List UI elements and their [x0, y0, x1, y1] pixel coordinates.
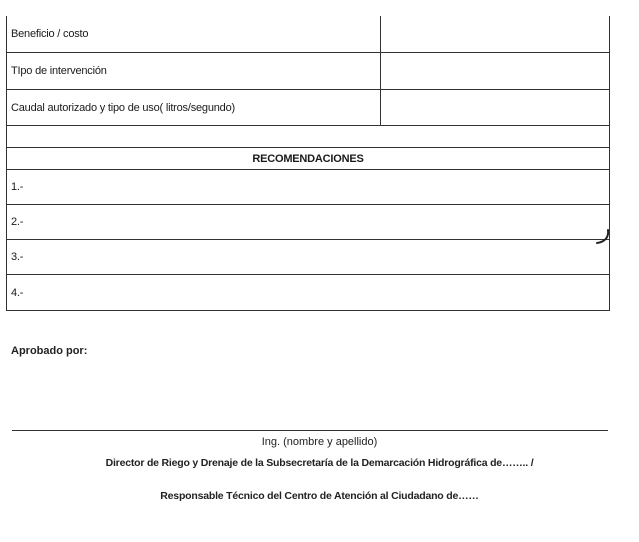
recommendation-row-4: [7, 275, 609, 311]
evaluation-table: [6, 16, 610, 311]
recommendation-row-2: [7, 205, 609, 240]
signature-line: [12, 430, 608, 431]
approved-by-label: Aprobado por:: [11, 345, 88, 357]
table-row-intervention-type: [7, 53, 609, 90]
signer-name: Ing. (nombre y apellido): [261, 436, 378, 448]
signer-title-line1: Director de Riego y Drenaje de la Subsecretaría de la Demarcación Hidrográfica de…….. /: [105, 457, 534, 469]
signer-title-line2: Responsable Técnico del Centro de Atención al Ciudadano de……: [160, 490, 479, 502]
recommendations-title: RECOMENDACIONES: [252, 152, 364, 165]
row-label: Caudal autorizado y tipo de uso( litros/segundo): [11, 101, 235, 114]
column-divider: [380, 16, 381, 52]
row-label: TIpo de intervención: [11, 65, 107, 77]
recommendation-row-3: [7, 240, 609, 275]
recommendation-row-1: [7, 170, 609, 205]
recommendation-number: 3.-: [11, 251, 24, 263]
recommendation-number: 2.-: [11, 216, 24, 228]
row-label: Beneficio / costo: [11, 28, 89, 40]
table-row-spacer: [7, 126, 609, 148]
column-divider: [380, 90, 381, 125]
column-divider: [380, 53, 381, 89]
recommendations-header: [7, 148, 609, 170]
margin-mark-icon: [595, 228, 611, 246]
table-row-benefit-cost: [7, 16, 609, 53]
recommendation-number: 4.-: [11, 286, 24, 299]
recommendation-number: 1.-: [11, 181, 24, 193]
table-row-flow-rate: [7, 90, 609, 126]
